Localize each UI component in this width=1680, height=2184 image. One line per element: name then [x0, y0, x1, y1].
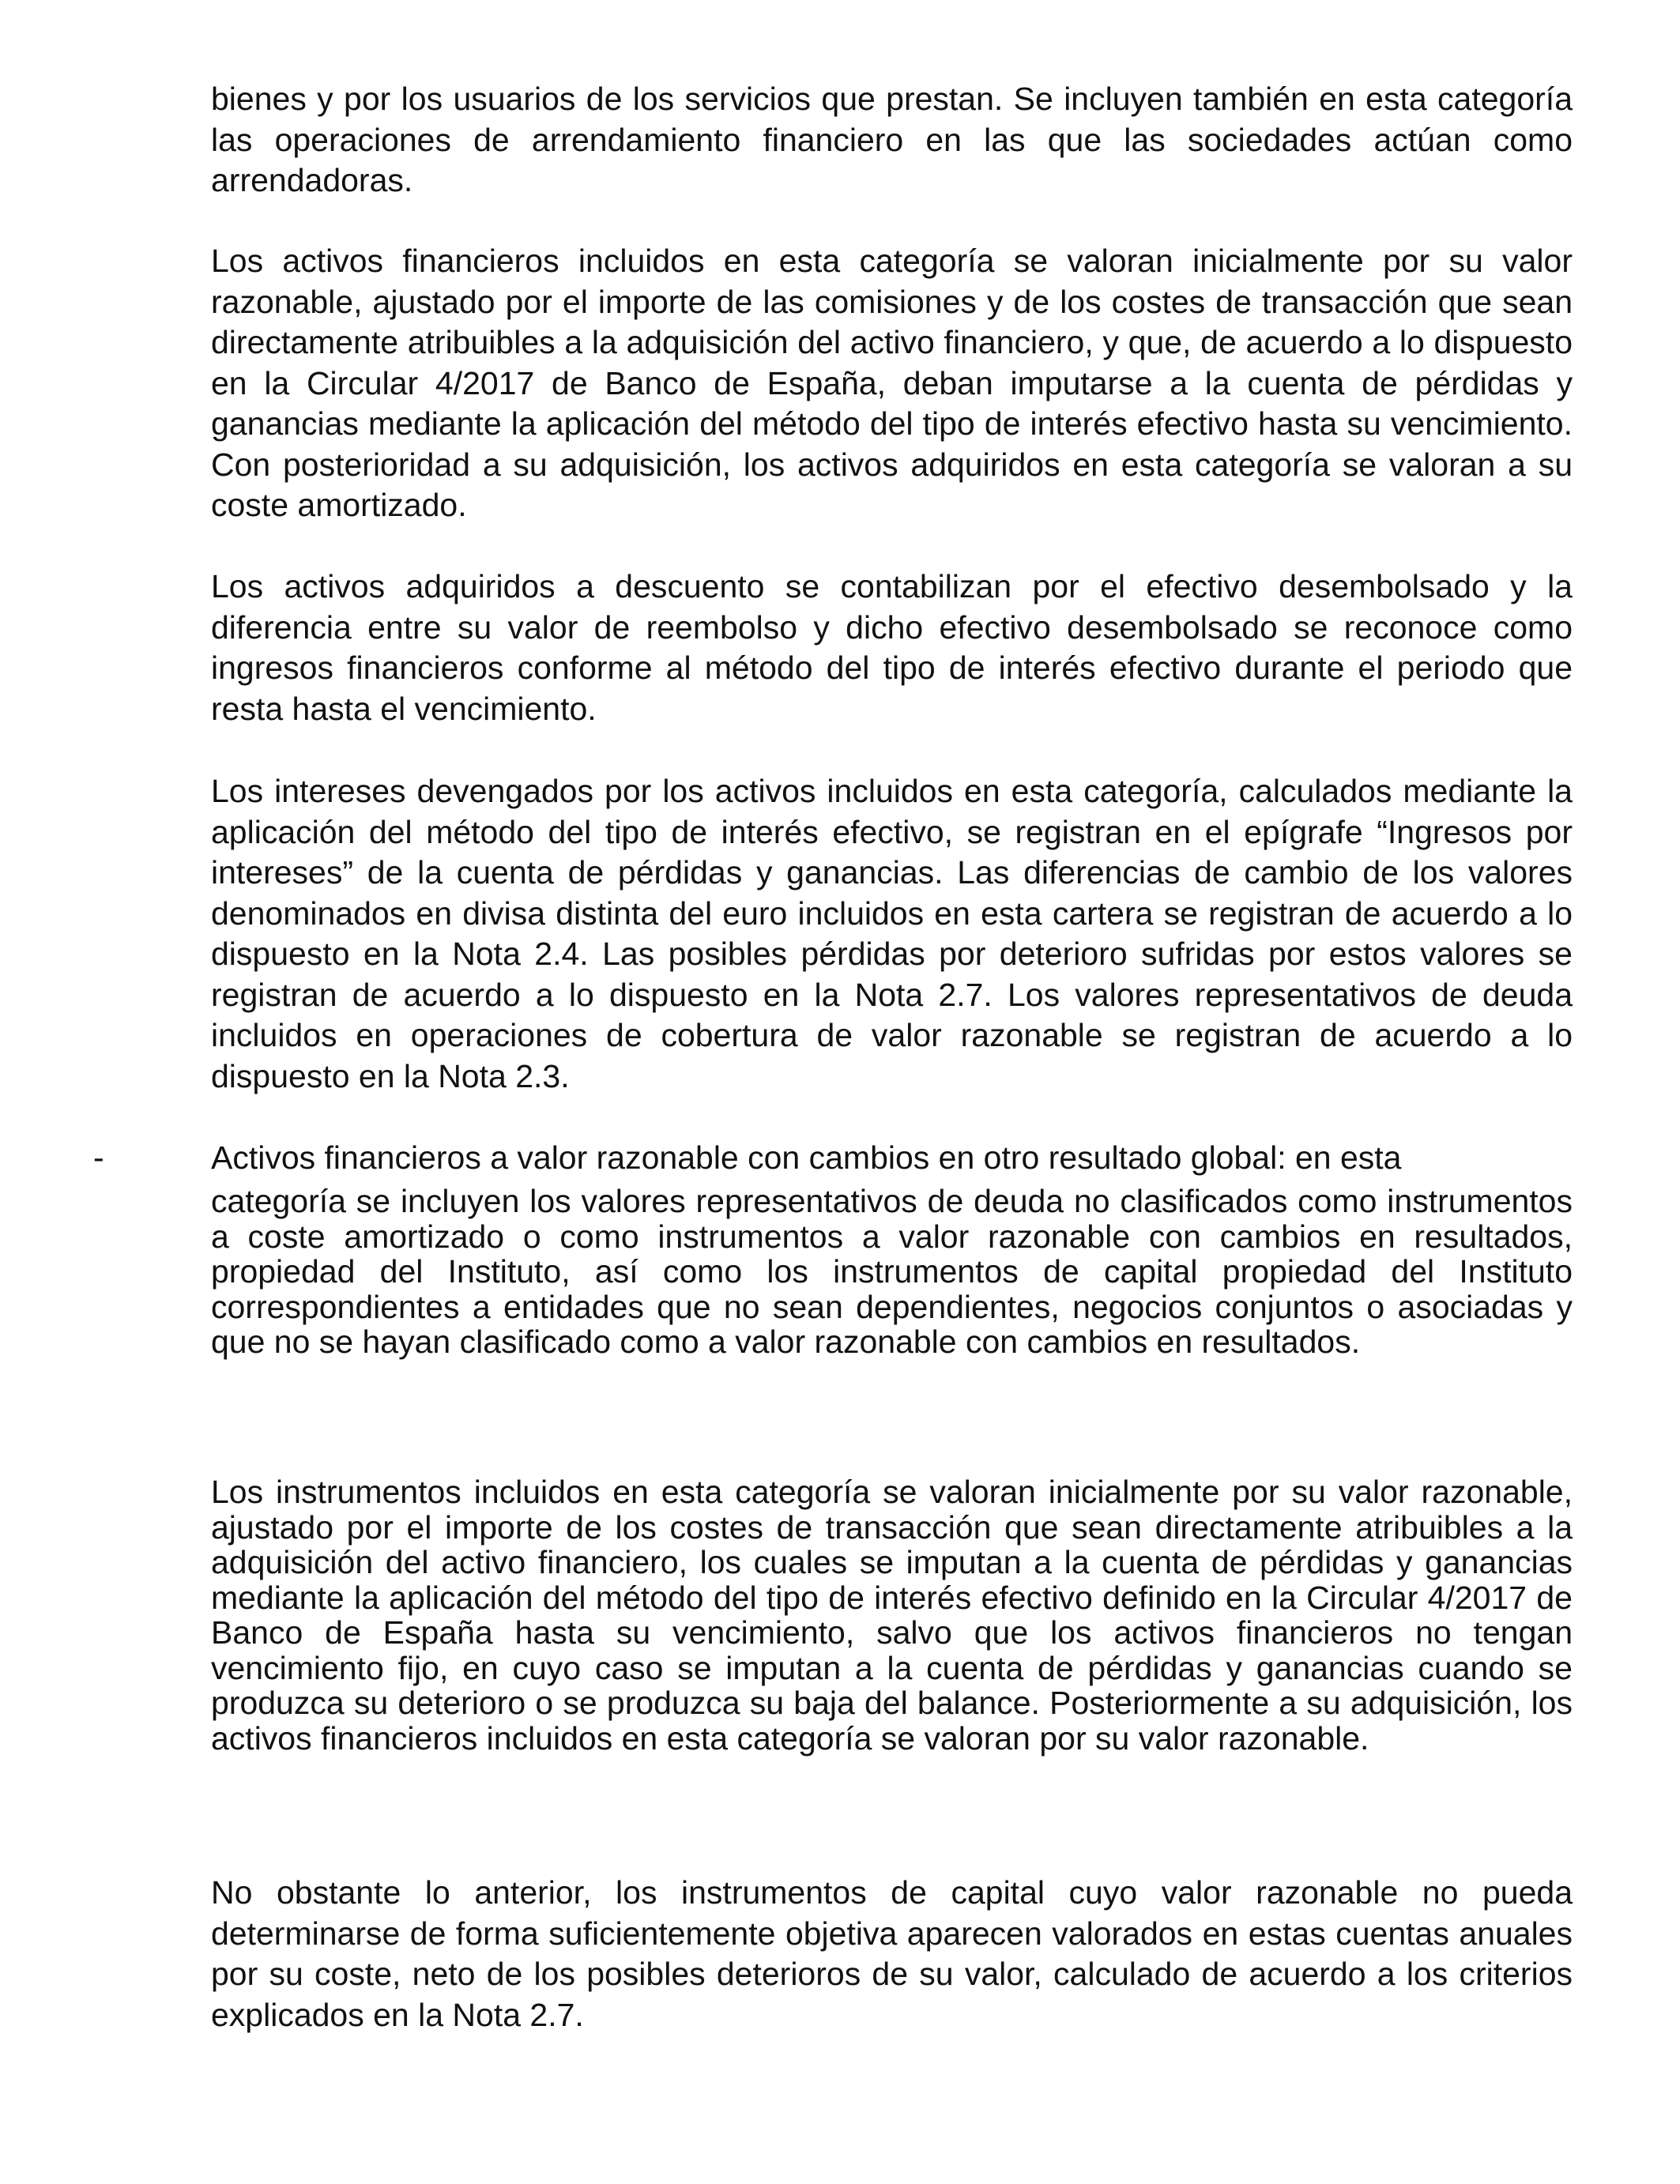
list-bullet: -	[93, 1139, 104, 1176]
list-item-first-line: Activos financieros a valor razonable con cambios en otro resultado global: en esta	[211, 1139, 1402, 1176]
list-item-continuation: categoría se incluyen los valores representativos de deuda no clasificados como instrumentos a coste amortizado o como instrumentos a valor razonable con cambios en resultados, propiedad del Instituto, así como los instrumentos de capital propiedad del Instituto correspondientes a entidades que no sean dependientes, negocios conjuntos o asociadas y que no se hayan clasificado como a valor razonable con cambios en resultados.	[211, 1183, 1573, 1360]
paragraph-instruments-valuation: Los instrumentos incluidos en esta categoría se valoran inicialmente por su valor razonable, ajustado por el importe de los costes de transacción que sean directamente atribuibles a la adquisición del activo financiero, los cuales se imputan a la cuenta de pérdidas y ganancias mediante la aplicación del método del tipo de interés efectivo definido en la Circular 4/2017 de Banco de España hasta su vencimiento, salvo que los activos financieros no tengan vencimiento fijo, en cuyo caso se imputan a la cuenta de pérdidas y ganancias cuando se produzca su deterioro o se produzca su baja del balance. Posteriormente a su adquisición, los activos financieros incluidos en esta categoría se valoran por su valor razonable.	[211, 1474, 1573, 1757]
paragraph-initial-valuation: Los activos financieros incluidos en esta categoría se valoran inicialmente por su valor razonable, ajustado por el importe de las comisiones y de los costes de transacción que sean directamente atribuibles a la adquisición del activo financiero, y que, de acuerdo a lo dispuesto en la Circular 4/2017 de Banco de España, deban imputarse a la cuenta de pérdidas y ganancias mediante la aplicación del método del tipo de interés efectivo hasta su vencimiento. Con posterioridad a su adquisición, los activos adquiridos en esta categoría se valoran a su coste amortizado.	[211, 243, 1573, 523]
paragraph-leasing-operations: bienes y por los usuarios de los servicios que prestan. Se incluyen también en esta categoría las operaciones de arrendamiento financiero en las que las sociedades actúan como arrendadoras.	[211, 81, 1573, 198]
paragraph-accrued-interest: Los intereses devengados por los activos incluidos en esta categoría, calculados mediante la aplicación del método del tipo de interés efectivo, se registran en el epígrafe “Ingresos por intereses” de la cuenta de pérdidas y ganancias. Las diferencias de cambio de los valores denominados en divisa distinta del euro incluidos en esta cartera se registran de acuerdo a lo dispuesto en la Nota 2.4. Las posibles pérdidas por deterioro sufridas por estos valores se registran de acuerdo a lo dispuesto en la Nota 2.7. Los valores representativos de deuda incluidos en operaciones de cobertura de valor razonable se registran de acuerdo a lo dispuesto en la Nota 2.3.	[211, 773, 1573, 1094]
list-item-fair-value-oci	[211, 1138, 1573, 1360]
paragraph-discount-assets: Los activos adquiridos a descuento se contabilizan por el efectivo desembolsado y la diferencia entre su valor de reembolso y dicho efectivo desembolsado se reconoce como ingresos financieros conforme al método del tipo de interés efectivo durante el periodo que resta hasta el vencimiento.	[211, 568, 1573, 727]
paragraph-capital-instruments: No obstante lo anterior, los instrumentos de capital cuyo valor razonable no pueda determinarse de forma suficientemente objetiva aparecen valorados en estas cuentas anuales por su coste, neto de los posibles deterioros de su valor, calculado de acuerdo a los criterios explicados en la Nota 2.7.	[211, 1874, 1573, 2033]
